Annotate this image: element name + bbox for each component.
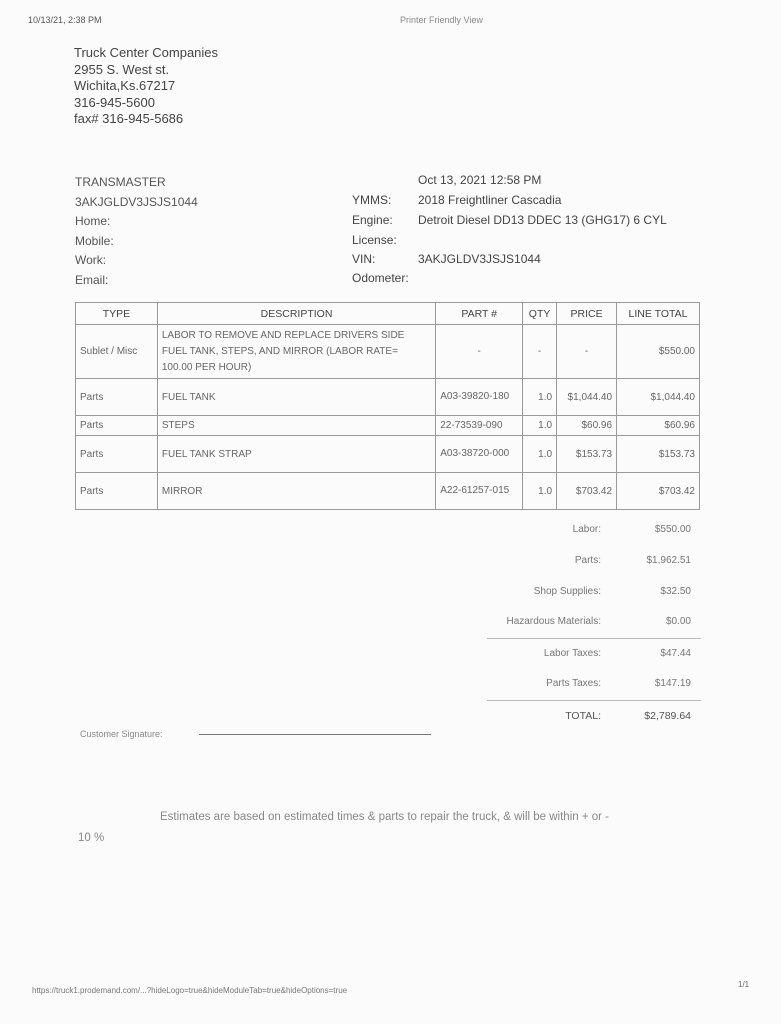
cell-line-total: $60.96: [617, 416, 700, 436]
table-row: [76, 436, 700, 473]
cell-price: $703.42: [557, 473, 617, 510]
shop-supplies-label: Shop Supplies:: [533, 586, 601, 597]
cell-type: Sublet / Misc: [76, 325, 158, 379]
col-header-type: TYPE: [76, 303, 158, 325]
cell-type: Parts: [76, 379, 158, 416]
company-phone: 316-945-5600: [74, 94, 155, 110]
customer-mobile: Mobile:: [75, 233, 114, 248]
print-datetime: 10/13/21, 2:38 PM: [28, 15, 102, 25]
cell-qty: 1.0: [523, 436, 557, 473]
page-number: 1/1: [738, 980, 750, 989]
disclaimer-line-1: Estimates are based on estimated times & parts to repair the truck, & will be within + or -: [160, 811, 610, 823]
cell-part: -: [436, 325, 523, 379]
totals-row-labor: [487, 524, 701, 542]
cell-price: -: [557, 325, 617, 379]
cell-qty: 1.0: [523, 473, 557, 510]
cell-price: $1,044.40: [557, 379, 617, 416]
odometer-label: Odometer:: [352, 271, 409, 285]
cell-type: Parts: [76, 436, 158, 473]
cell-line-total: $1,044.40: [617, 379, 700, 416]
license-label: License:: [352, 233, 397, 247]
footer-url: https://truck1.prodemand.com/...?hideLogo=true&hideModuleTab=true&hideOptions=true: [32, 986, 348, 995]
cell-part: A22-61257-015: [436, 473, 523, 510]
cell-price: $60.96: [557, 416, 617, 436]
company-address: [74, 45, 218, 128]
parts-taxes-label: Parts Taxes:: [546, 678, 601, 689]
cell-description: LABOR TO REMOVE AND REPLACE DRIVERS SIDE FUEL TANK, STEPS, AND MIRROR (LABOR RATE= 100.00 PER HOUR): [157, 325, 435, 379]
customer-email: Email:: [75, 272, 109, 287]
parts-value: $1,962.51: [646, 555, 691, 566]
col-header-qty: QTY: [523, 303, 557, 325]
cell-description: FUEL TANK: [157, 379, 435, 416]
cell-description: STEPS: [157, 416, 435, 436]
table-row: [76, 416, 700, 436]
labor-label: Labor:: [572, 524, 601, 535]
col-header-line-total: LINE TOTAL: [617, 303, 700, 325]
customer-home: Home:: [75, 214, 111, 228]
table-row: [76, 325, 700, 379]
cell-description: FUEL TANK STRAP: [157, 436, 435, 473]
labor-taxes-value: $47.44: [660, 648, 691, 659]
hazardous-value: $0.00: [665, 616, 691, 627]
customer-vin: 3AKJGLDV3JSJS1044: [75, 194, 198, 209]
cell-price: $153.73: [557, 436, 617, 473]
totals-divider: [487, 638, 701, 639]
col-header-price: PRICE: [557, 303, 617, 325]
totals-row-shop-supplies: [487, 586, 701, 604]
company-street: 2955 S. West st.: [74, 61, 170, 77]
cell-line-total: $550.00: [617, 325, 700, 379]
customer-work: Work:: [75, 253, 107, 267]
totals-row-hazardous: [487, 616, 701, 634]
cell-line-total: $153.73: [617, 436, 700, 473]
cell-qty: -: [523, 325, 557, 379]
totals-divider: [487, 700, 701, 701]
signature-label: Customer Signature:: [80, 729, 163, 739]
table-row: [76, 473, 700, 510]
customer-info: [75, 173, 198, 290]
estimate-date: Oct 13, 2021 12:58 PM: [418, 173, 542, 187]
labor-taxes-label: Labor Taxes:: [543, 648, 601, 659]
parts-taxes-value: $147.19: [654, 678, 691, 689]
total-value: $2,789.64: [644, 710, 691, 722]
parts-label: Parts:: [574, 555, 601, 566]
col-header-part: PART #: [436, 303, 523, 325]
vin-value: 3AKJGLDV3JSJS1044: [418, 252, 541, 266]
labor-value: $550.00: [654, 524, 691, 535]
vehicle-info: [352, 173, 712, 293]
table-row: [76, 379, 700, 416]
totals-row-labor-taxes: [487, 648, 701, 666]
signature-line: [199, 734, 431, 735]
cell-qty: 1.0: [523, 379, 557, 416]
totals-row-parts: [487, 555, 701, 573]
col-header-description: DESCRIPTION: [157, 303, 435, 325]
cell-part: 22-73539-090: [436, 416, 523, 436]
company-name: Truck Center Companies: [74, 45, 219, 60]
hazardous-label: Hazardous Materials:: [506, 616, 601, 627]
table-header-row: [76, 303, 700, 325]
ymms-value: 2018 Freightliner Cascadia: [418, 193, 562, 207]
total-label: TOTAL:: [565, 710, 601, 722]
cell-description: MIRROR: [157, 473, 435, 510]
engine-label: Engine:: [352, 213, 393, 227]
totals-row-parts-taxes: [487, 678, 701, 696]
ymms-label: YMMS:: [352, 193, 392, 207]
cell-part: A03-38720-000: [436, 436, 523, 473]
engine-value: Detroit Diesel DD13 DDEC 13 (GHG17) 6 CYL: [418, 213, 667, 227]
totals-block: [487, 518, 701, 728]
cell-line-total: $703.42: [617, 473, 700, 510]
company-city: Wichita,Ks.67217: [74, 78, 176, 93]
customer-name: TRANSMASTER: [75, 175, 166, 189]
totals-row-total: [487, 710, 701, 728]
company-fax: fax# 316-945-5686: [74, 111, 184, 126]
vin-label: VIN:: [352, 252, 376, 266]
disclaimer-line-2: 10 %: [78, 832, 105, 844]
cell-part: A03-39820-180: [436, 379, 523, 416]
line-items-table: [75, 302, 700, 510]
print-title: Printer Friendly View: [400, 15, 483, 25]
shop-supplies-value: $32.50: [660, 586, 691, 597]
cell-type: Parts: [76, 473, 158, 510]
cell-qty: 1.0: [523, 416, 557, 436]
cell-type: Parts: [76, 416, 158, 436]
